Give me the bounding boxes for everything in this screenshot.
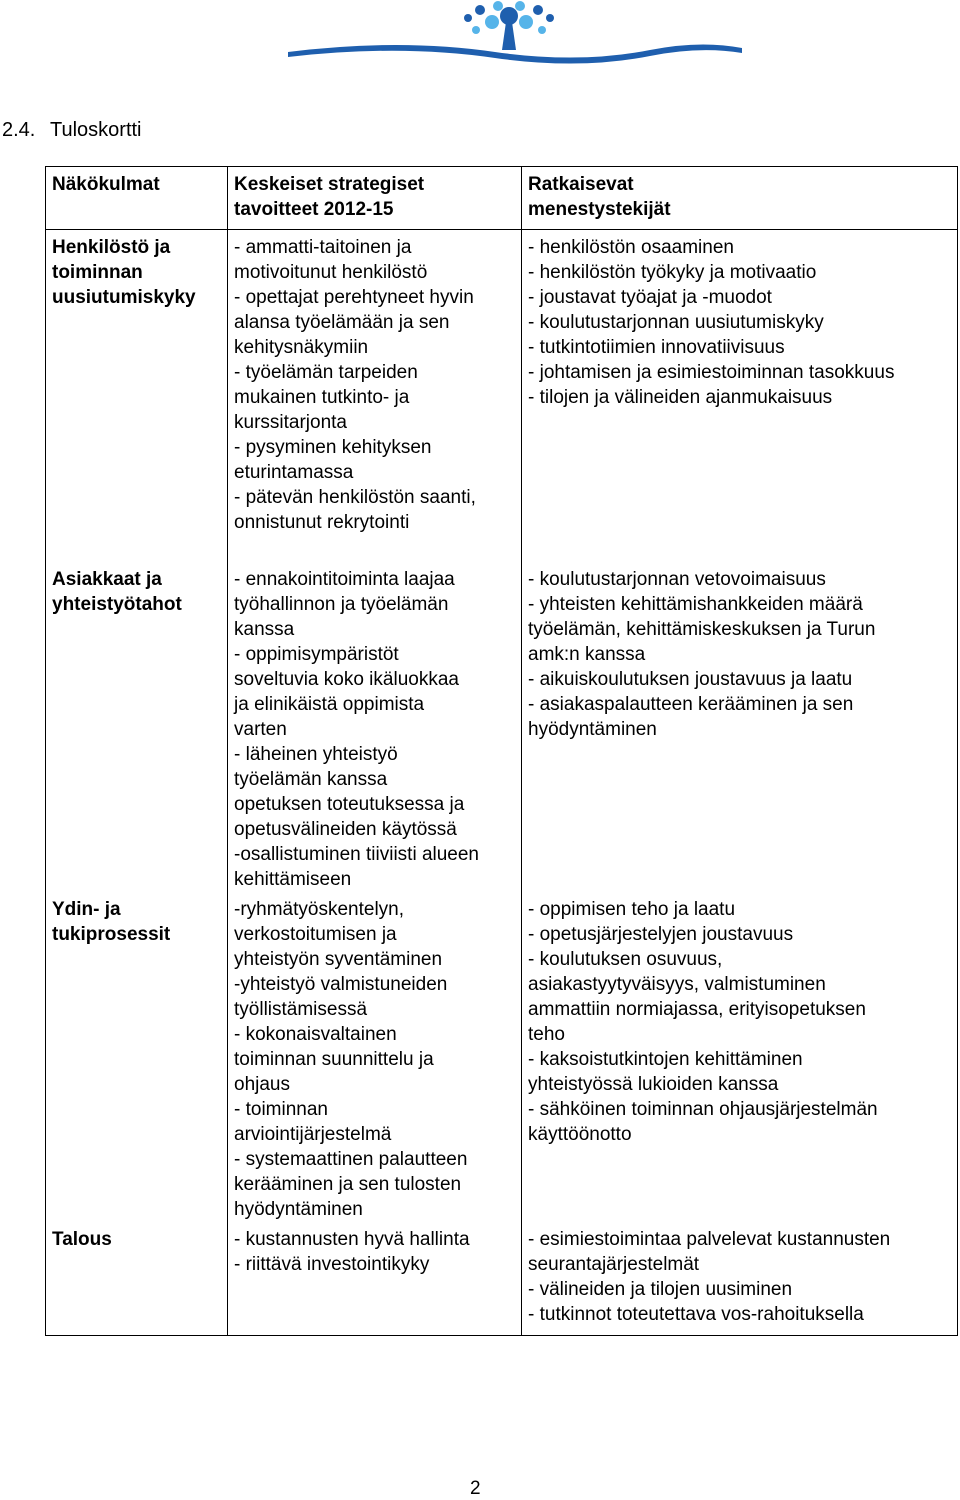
table-row [46, 562, 958, 892]
goals-cell: - kustannusten hyvä hallinta - riittävä investointikyky [228, 1222, 522, 1336]
header-strategic-goals: Keskeiset strategiset tavoitteet 2012-15 [228, 167, 522, 230]
scorecard-table [45, 166, 958, 1336]
goals-cell: - ennakointitoiminta laajaa työhallinnon ja työelämän kanssa - oppimisympäristöt soveltuvia koko ikäluokkaa ja elinikäistä oppimista varten - läheinen yhteistyö työelämän kanssa opetuksen toteutuksessa ja opetusvälineiden käytössä -osallistuminen tiiviisti alueen kehittämiseen [228, 562, 522, 892]
factors-cell: - henkilöstön osaaminen - henkilöstön työkyky ja motivaatio - joustavat työajat ja -muodot - koulutustarjonnan uusiutumiskyky - tutkintotiimien innovatiivisuus - johtamisen ja esimiestoiminnan tasokkuus - tilojen ja välineiden ajanmukaisuus [522, 230, 958, 563]
table-row [46, 230, 958, 563]
table-header-row [46, 167, 958, 230]
tree-wave-logo [280, 0, 750, 70]
header-perspectives: Näkökulmat [46, 167, 228, 230]
page-number: 2 [470, 1478, 481, 1499]
section-number: 2.4. [2, 119, 36, 141]
factors-cell: - koulutustarjonnan vetovoimaisuus - yhteisten kehittämishankkeiden määrä työelämän, kehittämiskeskuksen ja Turun amk:n kanssa - aikuiskoulutuksen joustavuus ja laatu - asiakaspalautteen kerääminen ja sen hyödyntäminen [522, 562, 958, 892]
perspective-cell: Ydin- ja tukiprosessit [46, 892, 228, 1222]
section-title: Tuloskortti [50, 119, 142, 141]
perspective-cell: Henkilöstö ja toiminnan uusiutumiskyky [46, 230, 228, 563]
table-row [46, 892, 958, 1222]
perspective-cell: Talous [46, 1222, 228, 1336]
factors-cell: - oppimisen teho ja laatu - opetusjärjestelyjen joustavuus - koulutuksen osuvuus, asiakastyytyväisyys, valmistuminen ammattiin normiajassa, erityisopetuksen teho - kaksoistutkintojen kehittäminen yhteistyössä lukioiden kanssa - sähköinen toiminnan ohjausjärjestelmän käyttöönotto [522, 892, 958, 1222]
header-success-factors: Ratkaisevat menestystekijät [522, 167, 958, 230]
perspective-cell: Asiakkaat ja yhteistyötahot [46, 562, 228, 892]
table-row [46, 1222, 958, 1336]
goals-cell: -ryhmätyöskentelyn, verkostoitumisen ja yhteistyön syventäminen -yhteistyö valmistuneiden työllistämisessä - kokonaisvaltainen toiminnan suunnittelu ja ohjaus - toiminnan arviointijärjestelmä - systemaattinen palautteen kerääminen ja sen tulosten hyödyntäminen [228, 892, 522, 1222]
section-heading [2, 116, 142, 144]
factors-cell: - esimiestoimintaa palvelevat kustannusten seurantajärjestelmät - välineiden ja tilojen uusiminen - tutkinnot toteutettava vos-rahoituksella [522, 1222, 958, 1336]
goals-cell: - ammatti-taitoinen ja motivoitunut henkilöstö - opettajat perehtyneet hyvin alansa työelämään ja sen kehitysnäkymiin - työelämän tarpeiden mukainen tutkinto- ja kurssitarjonta - pysyminen kehityksen eturintamassa - pätevän henkilöstön saanti, onnistunut rekrytointi [228, 230, 522, 563]
